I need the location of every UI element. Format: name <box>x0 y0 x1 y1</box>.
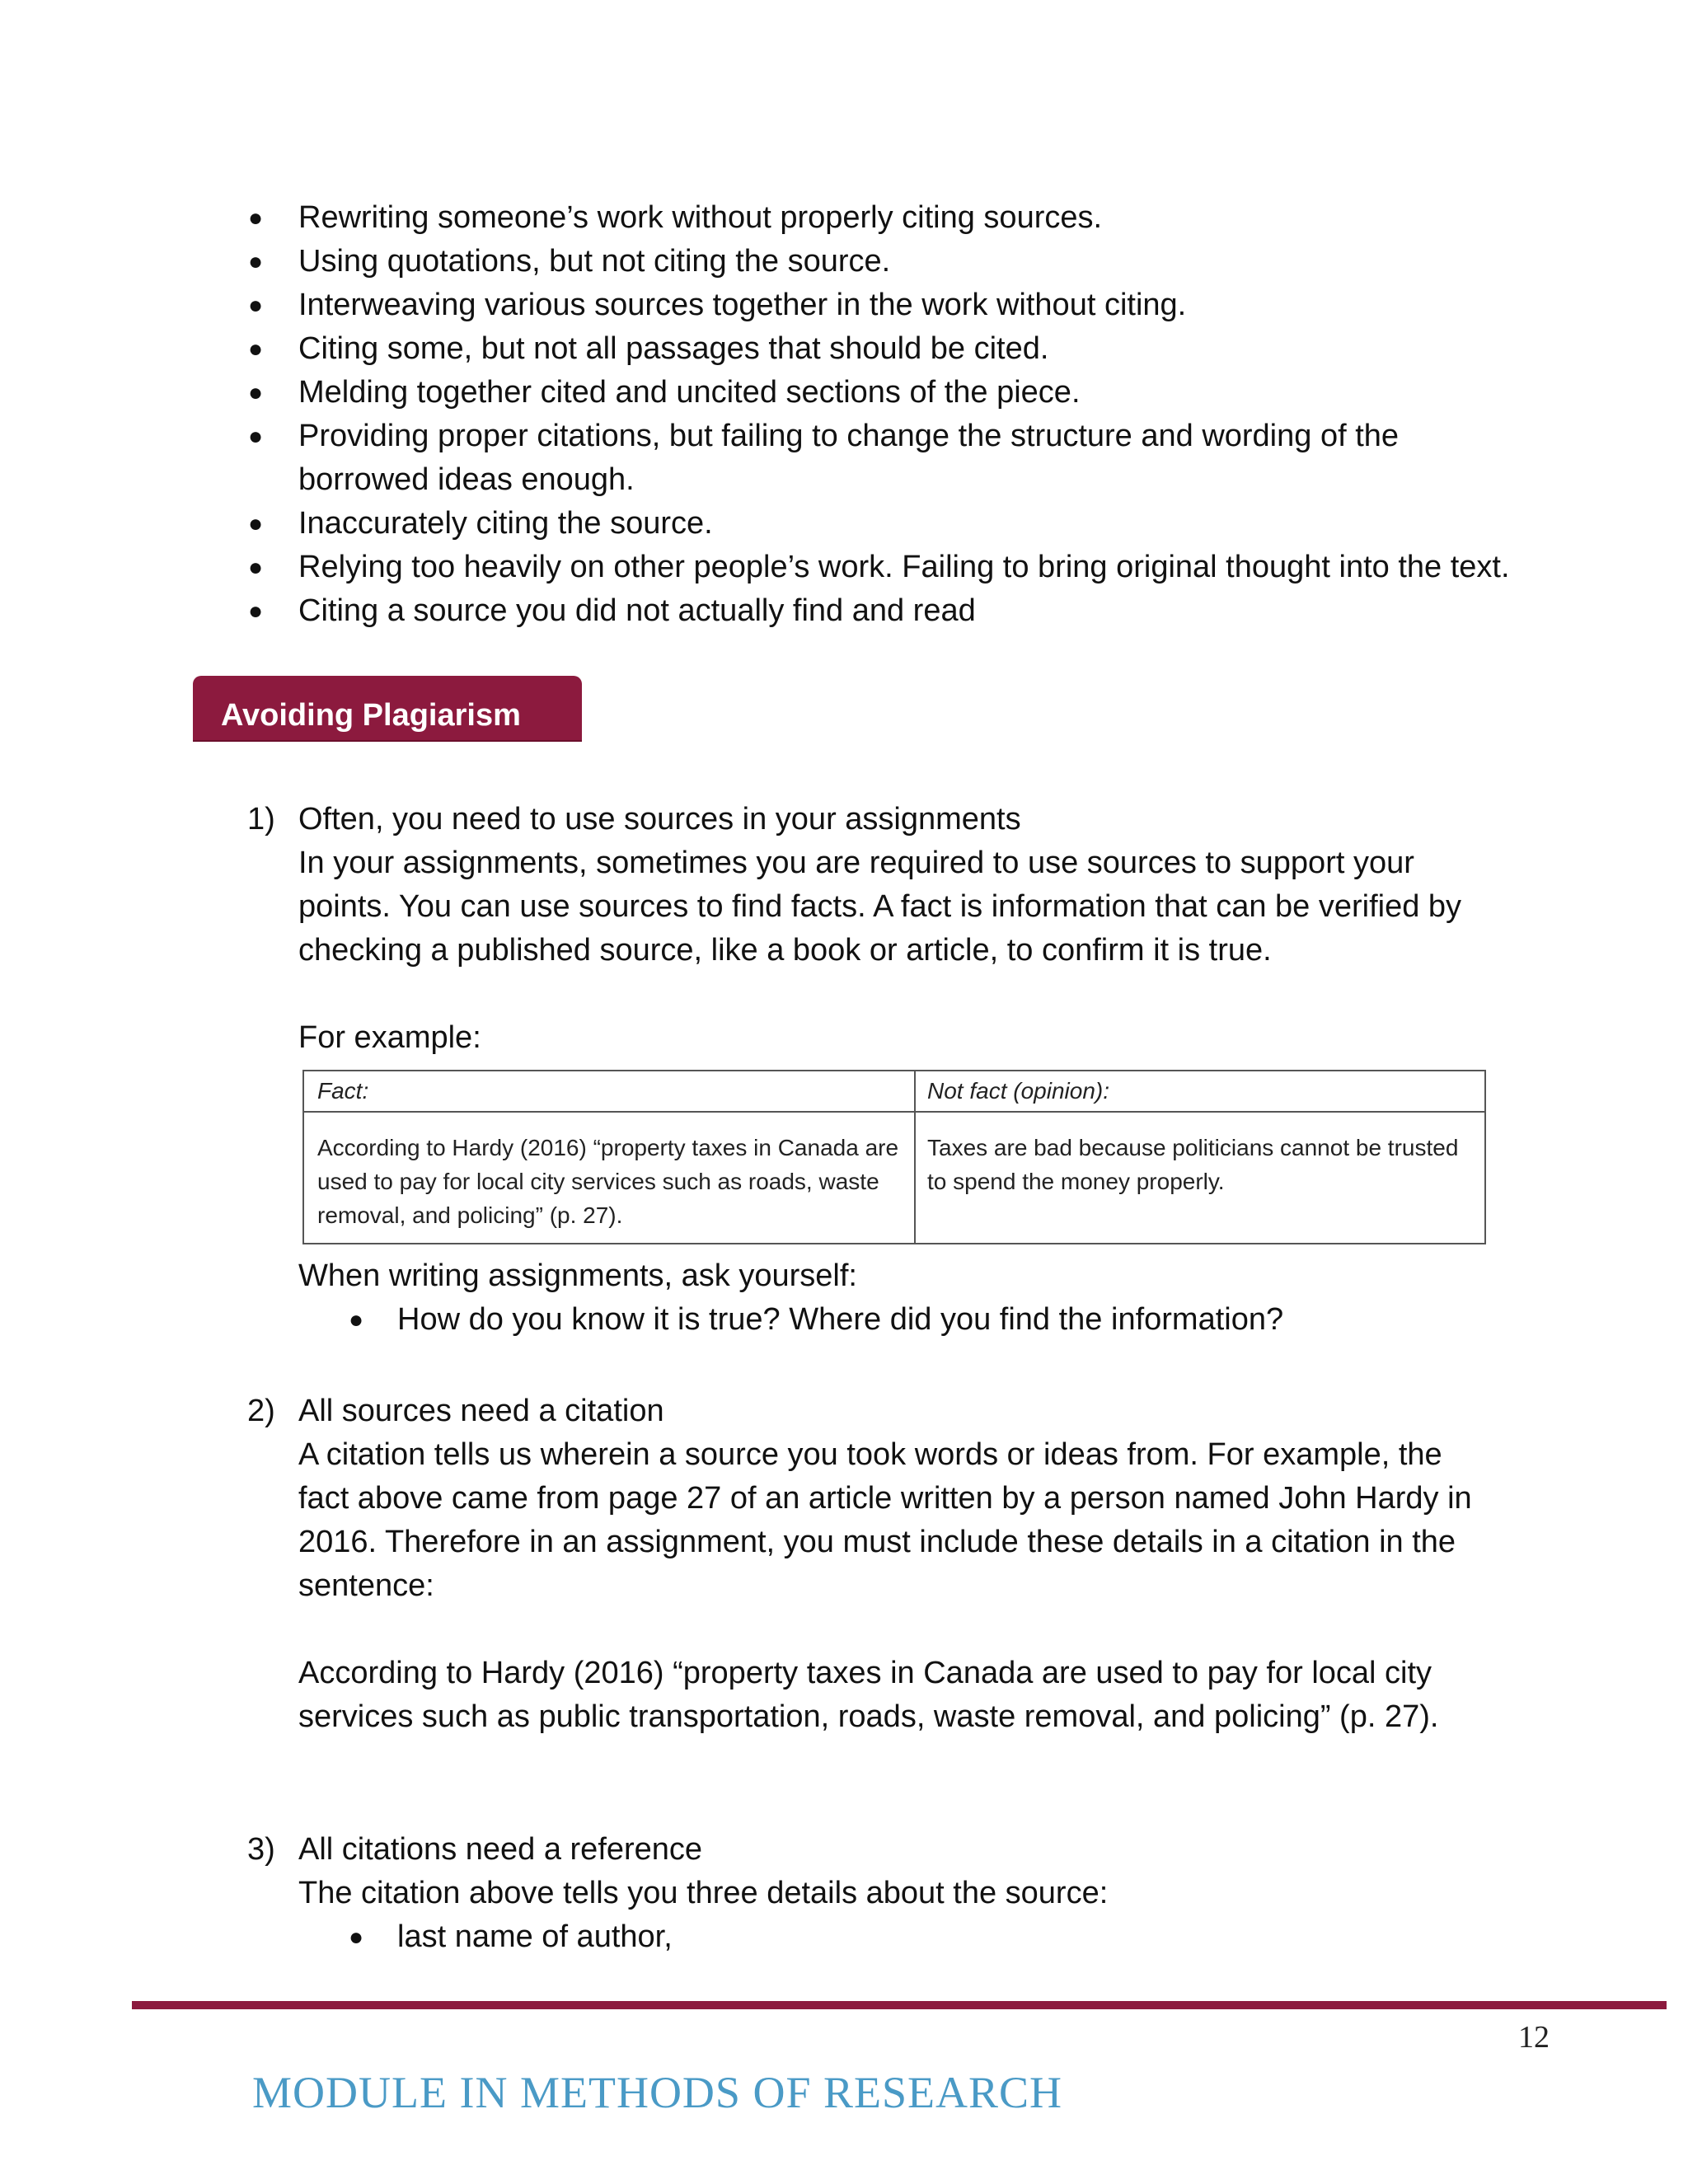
numbered-item-2 <box>247 1390 1500 1739</box>
item-title: All citations need a reference <box>298 1832 703 1867</box>
list-item: ● Inaccurately citing the source. <box>247 502 1533 546</box>
bullet-icon: ● <box>247 335 264 363</box>
list-item: ● Interweaving various sources together in the work without citing. <box>247 284 1533 327</box>
bullet-icon: ● <box>348 1306 364 1333</box>
item-title: Often, you need to use sources in your assignments <box>298 802 1021 837</box>
item-title: All sources need a citation <box>298 1394 664 1428</box>
list-item: ● Melding together cited and uncited sections of the piece. <box>247 371 1533 415</box>
module-title: MODULE IN METHODS OF RESEARCH <box>252 2068 1063 2117</box>
bullet-icon: ● <box>348 1924 364 1951</box>
list-item: ● Rewriting someone’s work without properly citing sources. <box>247 196 1533 240</box>
opinion-header: Not fact (opinion): <box>927 1078 1109 1104</box>
bullet-icon: ● <box>247 423 264 450</box>
item-number: 1) <box>247 802 275 837</box>
list-item: ● How do you know it is true? Where did you find the information? <box>247 1298 1500 1342</box>
bullet-icon: ● <box>247 554 264 581</box>
citation-example: According to Hardy (2016) “property taxes in Canada are used to pay for local city services such as public transportation, roads, waste removal, and policing” (p. 27). <box>298 1656 1439 1734</box>
list-item: ● Citing a source you did not actually find and read <box>247 589 1533 633</box>
section-heading: Avoiding Plagiarism <box>221 698 521 733</box>
fact-cell: According to Hardy (2016) “property taxes in Canada are used to pay for local city services such as roads, waste removal, and policing” (p. 27). <box>317 1135 899 1228</box>
section-heading-tab <box>193 676 582 740</box>
numbered-item-1 <box>247 798 1500 1060</box>
fact-opinion-table <box>302 1070 1486 1244</box>
bullet-icon: ● <box>247 379 264 406</box>
list-item: ● Using quotations, but not citing the source. <box>247 240 1533 284</box>
footer-rule <box>132 2001 1667 2009</box>
bullet-icon: ● <box>247 248 264 275</box>
plagiarism-forms-list <box>247 196 1533 633</box>
opinion-cell: Taxes are bad because politicians cannot be trusted to spend the money properly. <box>927 1135 1459 1194</box>
table-column-divider <box>914 1071 916 1243</box>
item-paragraph: A citation tells us wherein a source you took words or ideas from. For example, the fact above came from page 27 of an article written by a person named John Hardy in 2016. Therefore in an assignment, you must include these details in a citation in the sentence: <box>298 1437 1472 1603</box>
list-item: ● Relying too heavily on other people’s work. Failing to bring original thought into the text. <box>247 546 1533 589</box>
example-label: For example: <box>298 1020 481 1055</box>
item-number: 2) <box>247 1394 275 1428</box>
table-header-row <box>304 1071 1484 1113</box>
ask-line: When writing assignments, ask yourself: <box>298 1258 857 1293</box>
item-paragraph: The citation above tells you three details about the source: <box>298 1876 1109 1910</box>
numbered-item-3 <box>247 1828 1500 1959</box>
page-number: 12 <box>1518 2020 1550 2055</box>
bullet-icon: ● <box>247 598 264 625</box>
list-item: ● Citing some, but not all passages that should be cited. <box>247 327 1533 371</box>
list-item: ● last name of author, <box>247 1915 1500 1959</box>
item-paragraph: In your assignments, sometimes you are required to use sources to support your points. You can use sources to find facts. A fact is information that can be verified by checking a published source, like a book or article, to confirm it is true. <box>298 846 1462 968</box>
bullet-icon: ● <box>247 204 264 232</box>
list-item: ● Providing proper citations, but failing to change the structure and wording of the borrowed ideas enough. <box>247 415 1533 502</box>
item-number: 3) <box>247 1832 275 1867</box>
ask-yourself-block <box>247 1254 1500 1342</box>
bullet-icon: ● <box>247 510 264 537</box>
fact-header: Fact: <box>317 1078 369 1104</box>
bullet-icon: ● <box>247 292 264 319</box>
